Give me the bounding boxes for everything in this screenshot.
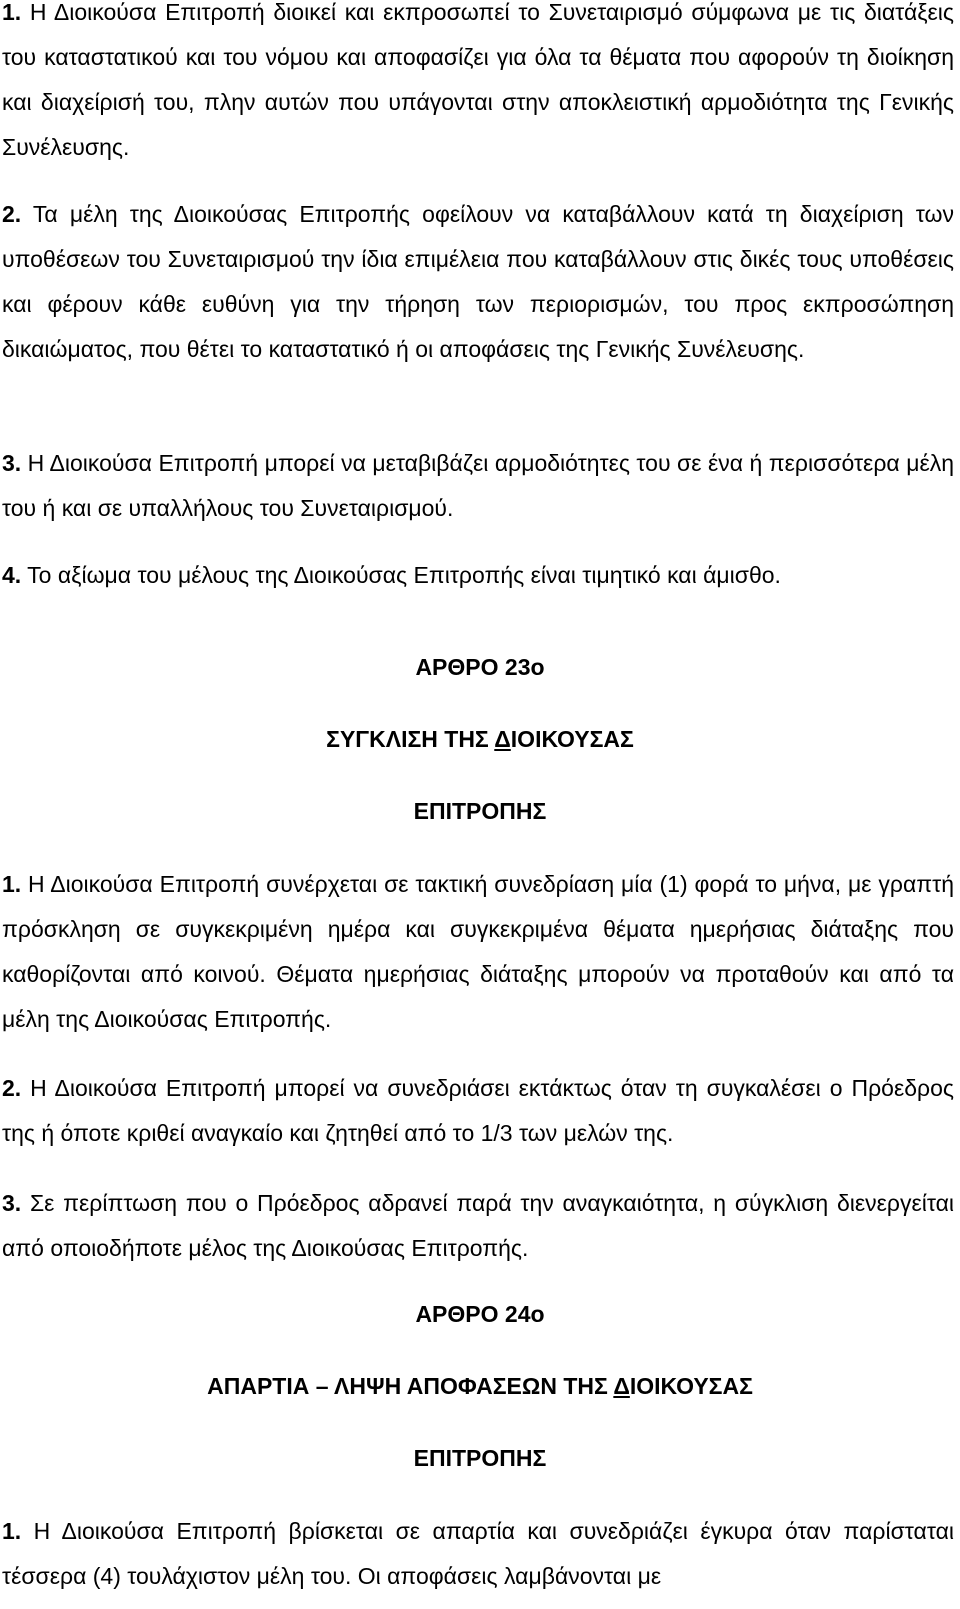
paragraph-text: Το αξίωμα του μέλους της Διοικούσας Επιτροπής είναι τιμητικό και άμισθο. bbox=[21, 562, 781, 588]
subtitle-text: ΑΠΑΡΤΙΑ – ΛΗΨΗ ΑΠΟΦΑΣΕΩΝ ΤΗΣ bbox=[207, 1373, 614, 1399]
subtitle-underlined-letter: Δ bbox=[494, 726, 511, 752]
paragraph-1 bbox=[2, 0, 954, 170]
article-23-subtitle-line2: ΕΠΙΤΡΟΠΗΣ bbox=[413, 798, 547, 824]
paragraph-3 bbox=[2, 441, 954, 531]
paragraph-number: 3. bbox=[2, 1190, 22, 1216]
paragraph-text: Τα μέλη της Διοικούσας Επιτροπής οφείλουν να καταβάλλουν κατά τη διαχείριση των υποθέσεων του Συνεταιρισμού την ίδια επιμέλεια που καταβάλλουν στις δικές τους υποθέσεις και φέρουν κάθε ευθύνη για την τήρηση των περιορισμών, του προς εκπροσώπηση δικαιώματος, που θέτει το καταστατικό ή οι αποφάσεις της Γενικής Συνέλευσης. bbox=[2, 201, 954, 362]
paragraph-number: 1. bbox=[2, 0, 22, 25]
article-23-subtitle bbox=[0, 724, 960, 754]
paragraph-number: 2. bbox=[2, 201, 22, 227]
paragraph-text: Η Διοικούσα Επιτροπή μπορεί να συνεδριάσει εκτάκτως όταν τη συγκαλέσει ο Πρόεδρος της ή όποτε κριθεί αναγκαίο και ζητηθεί από το 1/3 των μελών της. bbox=[2, 1075, 954, 1146]
paragraph-number: 1. bbox=[2, 1518, 22, 1544]
paragraph-text: Η Διοικούσα Επιτροπή βρίσκεται σε απαρτία και συνεδριάζει έγκυρα όταν παρίσταται τέσσερα (4) τουλάχιστον μέλη του. Οι αποφάσεις λαμβάνονται με bbox=[2, 1518, 954, 1589]
paragraph-text: Η Διοικούσα Επιτροπή συνέρχεται σε τακτική συνεδρίαση μία (1) φορά το μήνα, με γραπτή πρόσκληση σε συγκεκριμένη ημέρα και συγκεκριμένα θέματα ημερήσιας διάταξης που καθορίζονται από κοινού. Θέματα ημερήσιας διάταξης μπορούν να προταθούν και από τα μέλη της Διοικούσας Επιτροπής. bbox=[2, 871, 954, 1032]
article-23-paragraph-2 bbox=[2, 1066, 954, 1156]
subtitle-text: ΙΟΙΚΟΥΣΑΣ bbox=[629, 1373, 753, 1399]
article-24-paragraph-1 bbox=[2, 1509, 954, 1599]
paragraph-number: 2. bbox=[2, 1075, 22, 1101]
paragraph-text: Η Διοικούσα Επιτροπή διοικεί και εκπροσωπεί το Συνεταιρισμό σύμφωνα με τις διατάξεις του καταστατικού και του νόμου και αποφασίζει για όλα τα θέματα που αφορούν τη διοίκηση και διαχείρισή του, πλην αυτών που υπάγονται στην αποκλειστική αρμοδιότητα της Γενικής Συνέλευσης. bbox=[2, 0, 954, 160]
paragraph-number: 4. bbox=[2, 562, 22, 588]
article-23-paragraph-3 bbox=[2, 1181, 954, 1271]
article-23-title: ΑΡΘΡΟ 23ο bbox=[415, 654, 545, 680]
subtitle-text: ΣΥΓΚΛΙΣΗ ΤΗΣ bbox=[326, 726, 495, 752]
subtitle-underlined-letter: Δ bbox=[613, 1373, 630, 1399]
paragraph-text: Σε περίπτωση που ο Πρόεδρος αδρανεί παρά την αναγκαιότητα, η σύγκλιση διενεργείται από οποιοδήποτε μέλος της Διοικούσας Επιτροπής. bbox=[2, 1190, 954, 1261]
subtitle-text: ΙΟΙΚΟΥΣΑΣ bbox=[510, 726, 634, 752]
paragraph-text: Η Διοικούσα Επιτροπή μπορεί να μεταβιβάζει αρμοδιότητες του σε ένα ή περισσότερα μέλη του ή και σε υπαλλήλους του Συνεταιρισμού. bbox=[2, 450, 954, 521]
paragraph-number: 3. bbox=[2, 450, 22, 476]
article-24-title: ΑΡΘΡΟ 24ο bbox=[415, 1301, 545, 1327]
paragraph-number: 1. bbox=[2, 871, 22, 897]
article-24-subtitle-line2: ΕΠΙΤΡΟΠΗΣ bbox=[413, 1445, 547, 1471]
article-24-subtitle bbox=[0, 1371, 960, 1401]
paragraph-2 bbox=[2, 192, 954, 372]
paragraph-4 bbox=[2, 553, 954, 598]
article-23-paragraph-1 bbox=[2, 862, 954, 1042]
